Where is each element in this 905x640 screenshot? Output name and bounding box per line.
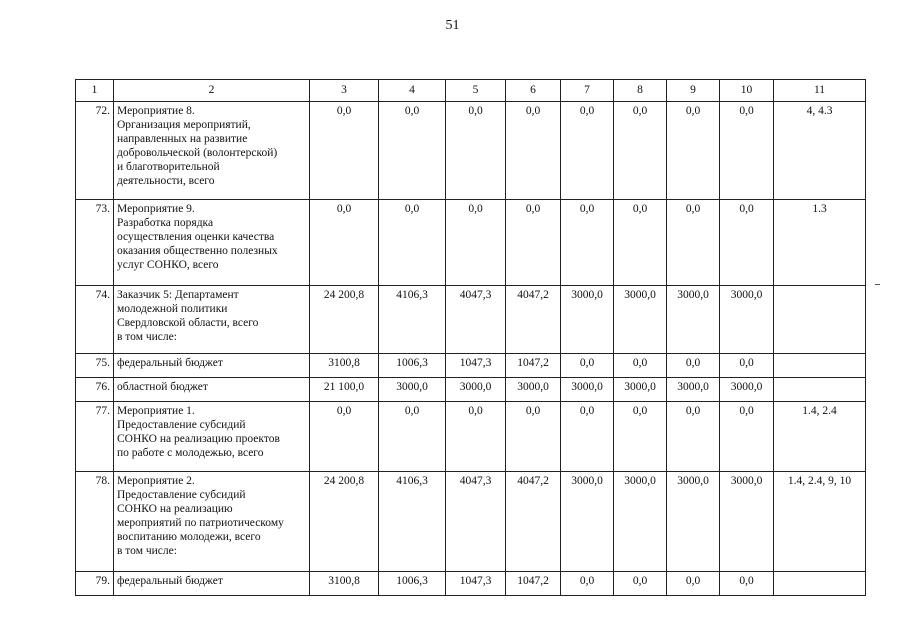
value-cell: 3000,0 bbox=[561, 286, 614, 354]
value-cell: 3000,0 bbox=[506, 378, 561, 402]
row-number-cell: 75. bbox=[76, 354, 114, 378]
value-cell: 0,0 bbox=[720, 402, 774, 472]
value-cell: 0,0 bbox=[506, 200, 561, 286]
value-cell: 0,0 bbox=[379, 200, 446, 286]
row-number-cell: 76. bbox=[76, 378, 114, 402]
row-number-cell: 72. bbox=[76, 102, 114, 200]
value-cell: 3000,0 bbox=[667, 472, 720, 572]
reference-cell bbox=[774, 286, 866, 354]
value-cell: 0,0 bbox=[310, 200, 379, 286]
value-cell: 3000,0 bbox=[720, 378, 774, 402]
value-cell: 1047,3 bbox=[446, 572, 506, 596]
row-name-cell: Мероприятие 9. Разработка порядка осуществления оценки качества оказания общественно полезных услуг СОНКО, всего bbox=[114, 200, 310, 286]
table-row bbox=[76, 472, 866, 572]
reference-cell: 1.3 bbox=[774, 200, 866, 286]
value-cell: 0,0 bbox=[446, 102, 506, 200]
value-cell: 0,0 bbox=[667, 572, 720, 596]
column-header: 1 bbox=[76, 80, 114, 102]
row-name-cell: федеральный бюджет bbox=[114, 354, 310, 378]
value-cell: 4047,3 bbox=[446, 472, 506, 572]
table-row bbox=[76, 402, 866, 472]
value-cell: 0,0 bbox=[561, 200, 614, 286]
value-cell: 4047,2 bbox=[506, 286, 561, 354]
column-header: 6 bbox=[506, 80, 561, 102]
value-cell: 0,0 bbox=[561, 572, 614, 596]
value-cell: 0,0 bbox=[561, 102, 614, 200]
value-cell: 1047,2 bbox=[506, 572, 561, 596]
value-cell: 3000,0 bbox=[561, 378, 614, 402]
table-header-row bbox=[76, 80, 866, 102]
value-cell: 0,0 bbox=[614, 402, 667, 472]
row-number-cell: 77. bbox=[76, 402, 114, 472]
value-cell: 3000,0 bbox=[614, 378, 667, 402]
value-cell: 0,0 bbox=[379, 402, 446, 472]
value-cell: 0,0 bbox=[614, 102, 667, 200]
value-cell: 0,0 bbox=[667, 354, 720, 378]
reference-cell bbox=[774, 378, 866, 402]
value-cell: 0,0 bbox=[561, 402, 614, 472]
value-cell: 1006,3 bbox=[379, 354, 446, 378]
value-cell: 1047,2 bbox=[506, 354, 561, 378]
page-number: 51 bbox=[445, 18, 460, 33]
table-row bbox=[76, 200, 866, 286]
row-name-cell: Заказчик 5: Департамент молодежной политики Свердловской области, всего в том числе: bbox=[114, 286, 310, 354]
row-name-cell: Мероприятие 2. Предоставление субсидий СОНКО на реализацию мероприятий по патриотическому воспитанию молодежи, всего в том числе: bbox=[114, 472, 310, 572]
value-cell: 3000,0 bbox=[561, 472, 614, 572]
table-row bbox=[76, 378, 866, 402]
value-cell: 3000,0 bbox=[720, 472, 774, 572]
value-cell: 0,0 bbox=[614, 200, 667, 286]
reference-cell bbox=[774, 572, 866, 596]
value-cell: 0,0 bbox=[614, 354, 667, 378]
value-cell: 0,0 bbox=[614, 572, 667, 596]
row-name-cell: областной бюджет bbox=[114, 378, 310, 402]
value-cell: 0,0 bbox=[561, 354, 614, 378]
value-cell: 0,0 bbox=[720, 572, 774, 596]
value-cell: 3000,0 bbox=[667, 378, 720, 402]
value-cell: 0,0 bbox=[310, 102, 379, 200]
value-cell: 0,0 bbox=[667, 102, 720, 200]
value-cell: 3000,0 bbox=[379, 378, 446, 402]
margin-mark bbox=[875, 284, 880, 285]
table-row bbox=[76, 102, 866, 200]
row-number-cell: 78. bbox=[76, 472, 114, 572]
column-header: 7 bbox=[561, 80, 614, 102]
value-cell: 3000,0 bbox=[720, 286, 774, 354]
value-cell: 0,0 bbox=[720, 354, 774, 378]
value-cell: 0,0 bbox=[506, 102, 561, 200]
column-header: 4 bbox=[379, 80, 446, 102]
value-cell: 0,0 bbox=[446, 200, 506, 286]
column-header: 8 bbox=[614, 80, 667, 102]
row-number-cell: 74. bbox=[76, 286, 114, 354]
row-name-cell: Мероприятие 1. Предоставление субсидий СОНКО на реализацию проектов по работе с молодежью, всего bbox=[114, 402, 310, 472]
reference-cell: 1.4, 2.4 bbox=[774, 402, 866, 472]
reference-cell bbox=[774, 354, 866, 378]
column-header: 9 bbox=[667, 80, 720, 102]
value-cell: 0,0 bbox=[720, 200, 774, 286]
value-cell: 0,0 bbox=[506, 402, 561, 472]
value-cell: 0,0 bbox=[667, 402, 720, 472]
value-cell: 3000,0 bbox=[614, 472, 667, 572]
row-number-cell: 73. bbox=[76, 200, 114, 286]
table-row bbox=[76, 572, 866, 596]
value-cell: 1006,3 bbox=[379, 572, 446, 596]
value-cell: 4047,2 bbox=[506, 472, 561, 572]
value-cell: 0,0 bbox=[720, 102, 774, 200]
value-cell: 1047,3 bbox=[446, 354, 506, 378]
value-cell: 0,0 bbox=[667, 200, 720, 286]
row-name-cell: федеральный бюджет bbox=[114, 572, 310, 596]
value-cell: 3100,8 bbox=[310, 354, 379, 378]
value-cell: 21 100,0 bbox=[310, 378, 379, 402]
reference-cell: 1.4, 2.4, 9, 10 bbox=[774, 472, 866, 572]
table-row bbox=[76, 286, 866, 354]
column-header: 5 bbox=[446, 80, 506, 102]
value-cell: 24 200,8 bbox=[310, 286, 379, 354]
value-cell: 3000,0 bbox=[446, 378, 506, 402]
value-cell: 0,0 bbox=[379, 102, 446, 200]
value-cell: 0,0 bbox=[446, 402, 506, 472]
value-cell: 4047,3 bbox=[446, 286, 506, 354]
table-row bbox=[76, 354, 866, 378]
value-cell: 0,0 bbox=[310, 402, 379, 472]
value-cell: 3100,8 bbox=[310, 572, 379, 596]
value-cell: 4106,3 bbox=[379, 472, 446, 572]
column-header: 2 bbox=[114, 80, 310, 102]
value-cell: 3000,0 bbox=[614, 286, 667, 354]
value-cell: 24 200,8 bbox=[310, 472, 379, 572]
value-cell: 4106,3 bbox=[379, 286, 446, 354]
reference-cell: 4, 4.3 bbox=[774, 102, 866, 200]
value-cell: 3000,0 bbox=[667, 286, 720, 354]
column-header: 10 bbox=[720, 80, 774, 102]
column-header: 3 bbox=[310, 80, 379, 102]
row-name-cell: Мероприятие 8. Организация мероприятий, направленных на развитие добровольческой (волонтерской) и благотворительной деятельности, всего bbox=[114, 102, 310, 200]
budget-table bbox=[75, 79, 866, 596]
column-header: 11 bbox=[774, 80, 866, 102]
row-number-cell: 79. bbox=[76, 572, 114, 596]
